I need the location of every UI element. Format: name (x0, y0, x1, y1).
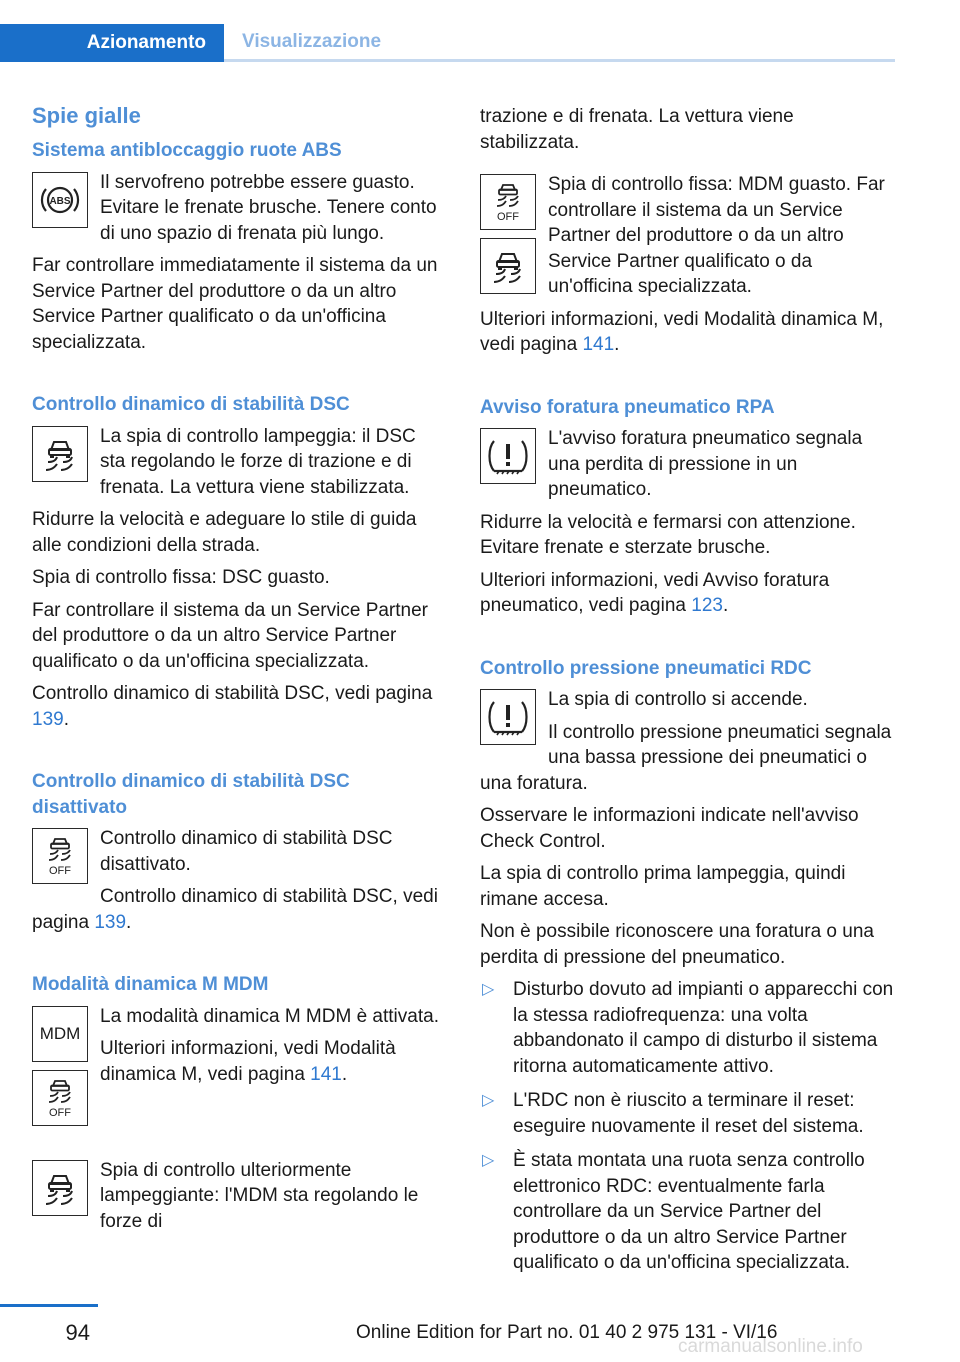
rdc-text-3: Osservare le informazioni indicate nell'avviso Check Control. (480, 805, 859, 852)
continued-text: trazione e di frenata. La vettura viene stabilizzata. (480, 106, 794, 153)
rpa-page-link[interactable]: 123 (691, 595, 723, 616)
dsc-off-page-link[interactable]: 139 (94, 911, 127, 933)
skidding-car-icon-2 (480, 238, 536, 294)
section-title: Spie gialle (32, 103, 141, 128)
dsc-text-2: Ridurre la velocità e adeguare lo stile di guida alle condizioni della strada. (32, 509, 417, 556)
rpa-text-2: Ridurre la velocità e fermarsi con attenzione. Evitare frenate e sterzate brusche. (480, 511, 856, 558)
rdc-heading: Controllo pressione pneumatici RDC (480, 657, 812, 679)
bullet-triangle-icon: ▷ (482, 1152, 495, 1169)
dsc-off-heading: Controllo dinamico di stabilità DSC disattivato (32, 771, 350, 818)
dsc-off-reference: Controllo dinamico di stabilità DSC, vedi pagina 139. (32, 886, 438, 933)
tab-visualizzazione[interactable]: Visualizzazione (224, 24, 895, 62)
dsc-page-link[interactable]: 139 (32, 708, 64, 730)
mdm-fault-icon-stack (480, 174, 536, 302)
abs-warning-icon (32, 172, 88, 228)
svg-text:OFF: OFF (49, 865, 71, 877)
dsc-reference: Controllo dinamico di stabilità DSC, vedi pagina 139. (32, 683, 433, 730)
mdm-icon-stack (32, 1006, 88, 1134)
rdc-text-4: La spia di controllo prima lampeggia, quindi rimane accesa. (480, 863, 846, 910)
footer-accent-line (0, 1304, 98, 1307)
edition-text: Online Edition for Part no. 01 40 2 975 131 - VI/16 (356, 1322, 778, 1343)
mdm-page-link[interactable]: 141 (310, 1063, 342, 1085)
right-column (480, 104, 894, 1285)
dsc-text-3: Spia di controllo fissa: DSC guasto. (32, 567, 330, 588)
mdm-fault-reference: Ulteriori informazioni, vedi Modalità dinamica M, vedi pagina 141. (480, 308, 884, 355)
dsc-text-1: La spia di controllo lampeggia: il DSC sta regolando le forze di trazione e di frenata. La vettura viene stabilizzata. (100, 425, 416, 498)
watermark: carmanualsonline.info (678, 1336, 863, 1357)
rdc-bullet-list (480, 977, 894, 1276)
svg-text:OFF: OFF (49, 1106, 71, 1119)
mdm-fault-page-link[interactable]: 141 (582, 334, 615, 355)
mdm-text-1: La modalità dinamica M MDM è attivata. (100, 1005, 439, 1027)
dsc-skidding-car-icon (32, 426, 88, 482)
rpa-text-1: L'avviso foratura pneumatico segnala una perdita di pressione in un pneumatico. (548, 428, 863, 500)
rpa-reference: Ulteriori informazioni, vedi Avviso foratura pneumatico, vedi pagina 123. (480, 569, 830, 616)
svg-text:ABS: ABS (49, 195, 71, 207)
mdm-fault-text: Spia di controllo fissa: MDM guasto. Far controllare il sistema da un Service Partner del produttore o da un altro Service Partner qualificato o da un'officina specializzata. (548, 174, 885, 297)
left-column (32, 98, 446, 1241)
mdm-heading: Modalità dinamica M MDM (32, 974, 269, 995)
rdc-text-2: Il controllo pressione pneumatici segnala una bassa pressione dei pneumatici o una foratura. (480, 721, 892, 794)
tire-pressure-warning-icon (480, 428, 536, 484)
svg-text:OFF: OFF (497, 211, 519, 223)
rdc-text-5: Non è possibile riconoscere una foratura o una perdita di pressione del pneumatico. (480, 921, 874, 968)
dsc-off-icon (32, 828, 88, 884)
dsc-text-4: Far controllare il sistema da un Service Partner del produttore o da un altro Service Partner qualificato o da un'officina specializzata. (32, 599, 428, 672)
mdm-text-3: Spia di controllo ulteriormente lampeggiante: l'MDM sta regolando le forze di (100, 1159, 419, 1232)
list-item: ▷ È stata montata una ruota senza controllo elettronico RDC: eventualmente farla controllare da un Service Partner del produttore o da un altro Service Partner qualificato o da un'officina specializzata. (482, 1150, 865, 1273)
abs-text-1: Il servofreno potrebbe essere guasto. Evitare le frenate brusche. Tenere conto di uno spazio di frenata più lungo. (100, 171, 437, 244)
page-number: 94 (65, 1320, 90, 1345)
tire-pressure-warning-icon-2 (480, 689, 536, 745)
bullet-triangle-icon: ▷ (482, 981, 495, 998)
mdm-skidding-car-icon (32, 1160, 88, 1216)
tab-azionamento[interactable]: Azionamento (0, 24, 224, 62)
mdm-reference: Ulteriori informazioni, vedi Modalità dinamica M, vedi pagina 141. (100, 1038, 396, 1085)
mdm-text-icon: MDM (32, 1006, 88, 1062)
list-item: ▷ L'RDC non è riuscito a terminare il reset: eseguire nuovamente il reset del sistema. (482, 1090, 864, 1137)
list-item: ▷ Disturbo dovuto ad impianti o apparecchi con la stessa radiofrequenza: una volta abbandonato il campo di disturbo il sistema ritorna automaticamente attivo. (482, 979, 894, 1077)
bullet-triangle-icon: ▷ (482, 1092, 495, 1109)
chapter-tab-bar (0, 24, 895, 62)
dsc-heading: Controllo dinamico di stabilità DSC (32, 394, 350, 415)
abs-heading: Sistema antibloccaggio ruote ABS (32, 140, 342, 161)
abs-text-2: Far controllare immediatamente il sistema da un Service Partner del produttore o da un altro Service Partner qualificato o da un'officina specializzata. (32, 255, 438, 353)
mdm-off-icon (32, 1070, 88, 1126)
rdc-text-1: La spia di controllo si accende. (548, 689, 808, 710)
dsc-off-text-1: Controllo dinamico di stabilità DSC disattivato. (100, 828, 393, 875)
dsc-off-icon-2 (480, 174, 536, 230)
rpa-heading: Avviso foratura pneumatico RPA (480, 396, 775, 418)
